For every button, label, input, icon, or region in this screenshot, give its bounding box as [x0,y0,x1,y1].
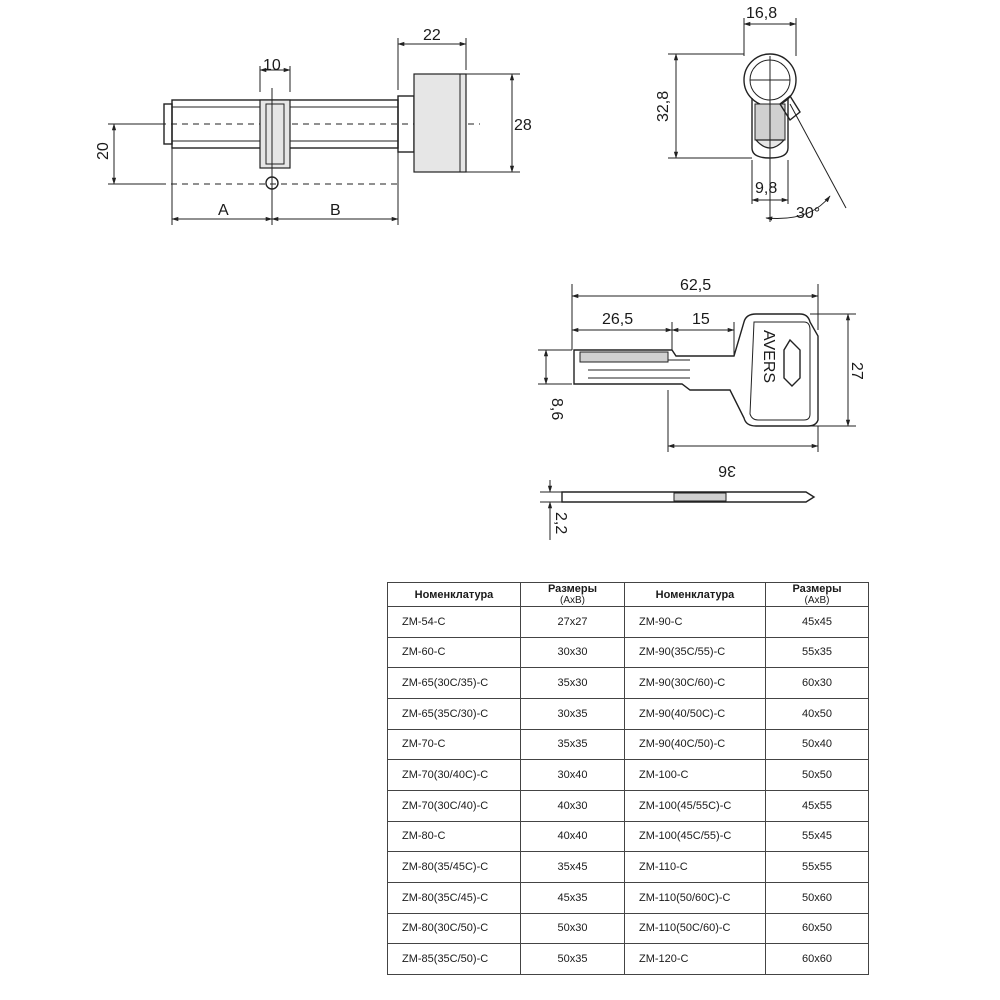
table-cell-model: ZM-70(30/40C)-C [388,760,521,791]
dim-cam-width: 10 [263,57,281,74]
table-row [388,760,869,791]
table-cell-size: 55x45 [766,821,869,852]
table-row [388,913,869,944]
table-cell-size: 50x60 [766,882,869,913]
table-cell-size: 40x50 [766,698,869,729]
table-cell-model: ZM-80-C [388,821,521,852]
dim-profile-width: 16,8 [746,5,778,22]
table-cell-model: ZM-70(30C/40)-C [388,790,521,821]
table-cell-model: ZM-110(50/60C)-C [625,882,766,913]
table-cell-size: 40x40 [521,821,625,852]
dim-knob-height: 28 [514,117,532,134]
table-cell-model: ZM-60-C [388,637,521,668]
table-cell-size: 45x35 [521,882,625,913]
table-cell-model: ZM-70-C [388,729,521,760]
table-row [388,790,869,821]
table-cell-model: ZM-100-C [625,760,766,791]
dim-key-blade-height: 8,6 [548,398,565,421]
table-cell-model: ZM-85(35C/50)-C [388,944,521,975]
table-cell-size: 55x35 [766,637,869,668]
spec-table [387,582,869,975]
table-cell-size: 50x40 [766,729,869,760]
table-cell-model: ZM-80(30C/50)-C [388,913,521,944]
table-cell-model: ZM-80(35/45C)-C [388,852,521,883]
cylinder-profile-view [655,5,846,222]
table-cell-model: ZM-90(30C/60)-C [625,668,766,699]
key-brand: AVERS [760,330,777,384]
table-row [388,882,869,913]
table-cell-size: 45x55 [766,790,869,821]
dim-b: B [330,202,341,219]
table-cell-model: ZM-80(35C/45)-C [388,882,521,913]
dim-key-head: 27 [848,362,865,380]
table-cell-size: 50x35 [521,944,625,975]
table-cell-size: 30x40 [521,760,625,791]
table-row [388,637,869,668]
key-blade-pins [580,352,668,362]
table-row [388,852,869,883]
dim-profile-bottom: 9,8 [755,180,778,197]
header-size-1: Размеры (AxB) [521,583,625,607]
header-size-2: Размеры (AxB) [766,583,869,607]
table-cell-model: ZM-110(50C/60)-C [625,913,766,944]
table-cell-model: ZM-100(45C/55)-C [625,821,766,852]
table-cell-model: ZM-90(40/50C)-C [625,698,766,729]
table-cell-size: 50x30 [521,913,625,944]
dim-key-tip: 26,5 [602,311,634,328]
key-hole [784,340,800,386]
dim-key-mid: 15 [692,311,710,328]
table-cell-size: 60x50 [766,913,869,944]
header-nomenclature-1: Номенклатура [388,583,521,607]
table-cell-size: 35x35 [521,729,625,760]
dim-profile-angle: 30° [796,205,821,222]
knob [414,74,466,172]
dim-body-height: 20 [95,142,112,160]
table-row [388,668,869,699]
dim-profile-height: 32,8 [655,90,672,122]
table-cell-size: 60x30 [766,668,869,699]
key-drawing [538,277,865,540]
table-cell-model: ZM-90(35C/55)-C [625,637,766,668]
table-cell-size: 35x45 [521,852,625,883]
dim-key-bottom: 36 [718,462,736,479]
table-row [388,607,869,638]
dim-key-total: 62,5 [680,277,712,294]
table-row [388,729,869,760]
table-cell-size: 55x55 [766,852,869,883]
table-cell-model: ZM-100(45/55C)-C [625,790,766,821]
dim-knob-width: 22 [423,27,441,44]
table-row [388,821,869,852]
table-cell-size: 45x45 [766,607,869,638]
table-cell-model: ZM-110-C [625,852,766,883]
table-cell-size: 30x30 [521,637,625,668]
table-header-row [388,583,869,607]
table-cell-size: 30x35 [521,698,625,729]
table-cell-model: ZM-120-C [625,944,766,975]
table-row [388,944,869,975]
table-cell-size: 27x27 [521,607,625,638]
header-nomenclature-2: Номенклатура [625,583,766,607]
table-cell-size: 40x30 [521,790,625,821]
dim-a: A [218,202,229,219]
table-cell-model: ZM-90-C [625,607,766,638]
table-cell-model: ZM-90(40C/50)-C [625,729,766,760]
table-cell-size: 50x50 [766,760,869,791]
cam [260,100,290,168]
table-cell-size: 35x30 [521,668,625,699]
table-cell-model: ZM-54-C [388,607,521,638]
cylinder-front-view [95,27,532,225]
table-row [388,698,869,729]
table-cell-size: 60x60 [766,944,869,975]
dim-key-thickness: 2,2 [552,512,569,535]
table-cell-model: ZM-65(30C/35)-C [388,668,521,699]
table-cell-model: ZM-65(35C/30)-C [388,698,521,729]
